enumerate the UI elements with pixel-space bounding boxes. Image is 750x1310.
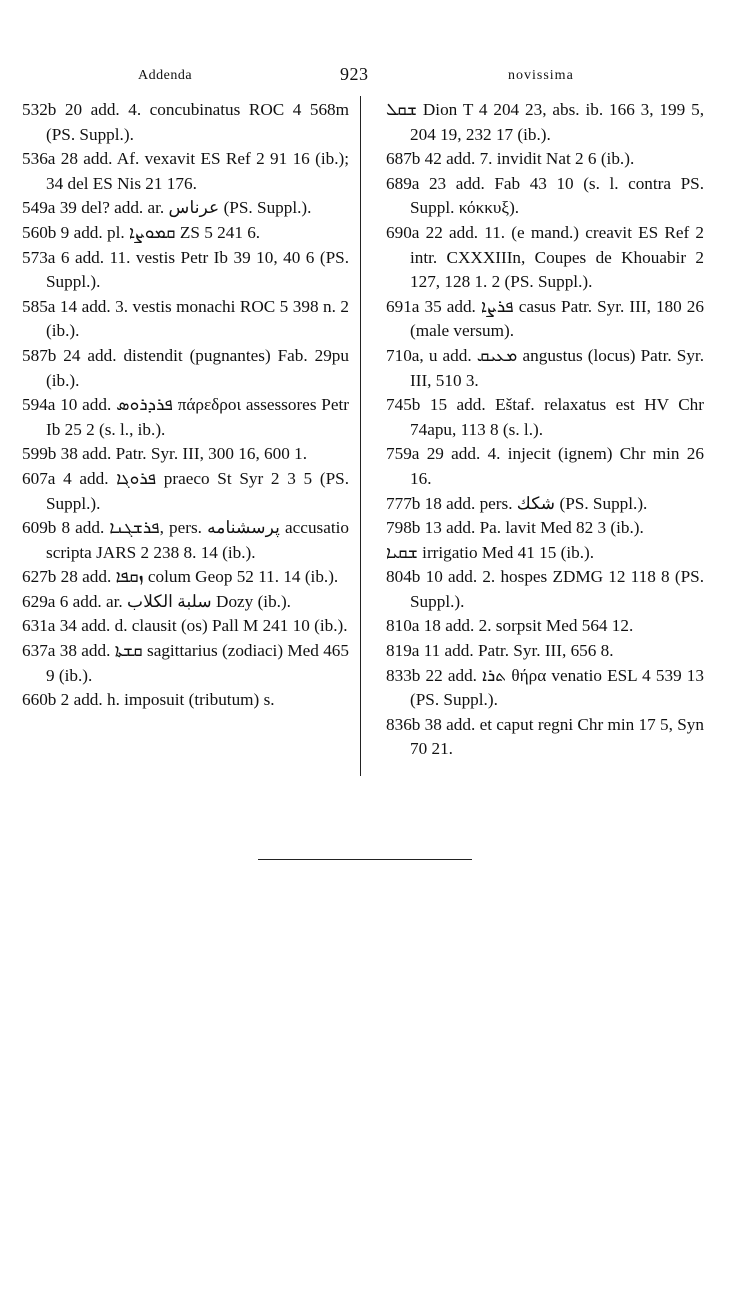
entry: 585a 14 add. 3. vestis monachi ROC 5 398 n. 2 (ib.). [22, 296, 349, 341]
entry: 810a 18 add. 2. sorpsit Med 564 12. [386, 616, 634, 636]
running-header-right: novissima [508, 68, 574, 83]
entry: 759a 29 add. 4. injecit (ignem) Chr min 26 16. [386, 444, 704, 488]
entry: 627b 28 add. ܙܩܦܐ colum Geop 52 11. 14 (ib.). [22, 567, 339, 587]
entry: 687b 42 add. 7. invidit Nat 2 6 (ib.). [386, 149, 635, 169]
entry: 607a 4 add. ܦܪܘܓܐ praeco St Syr 2 3 5 (PS. Suppl.). [22, 468, 349, 513]
entry: 833b 22 add. ܬܪܐ θήρα venatio ESL 4 539 13 (PS. Suppl.). [386, 665, 704, 710]
entry: 690a 22 add. 11. (e mand.) creavit ES Ref 2 intr. CXXXIIIn, Coupes de Khouabir 2 127, 128 1. 2 (PS. Suppl.). [386, 222, 704, 292]
entry: 819a 11 add. Patr. Syr. III, 656 8. [386, 641, 614, 661]
entry: 587b 24 add. distendit (pugnantes) Fab. 29pu (ib.). [22, 345, 349, 390]
entry: 549a 39 del? add. ar. عرناس (PS. Suppl.). [22, 198, 312, 218]
entry: 804b 10 add. 2. hospes ZDMG 12 118 8 (PS. Suppl.). [386, 567, 704, 611]
entry: 599b 38 add. Patr. Syr. III, 300 16, 600 1. [22, 444, 308, 464]
entry: 745b 15 add. Eštaf. relaxatus est HV Chr 74apu, 113 8 (s. l.). [386, 395, 704, 439]
entry: 691a 35 add. ܦܪܨܐ casus Patr. Syr. III, 180 26 (male versum). [386, 296, 704, 341]
left-column [22, 98, 349, 713]
entry: 710a, u add. ܡܥܝܩ angustus (locus) Patr. Syr. III, 510 3. [386, 345, 704, 390]
entry: 637a 38 add. ܩܫܬܐ sagittarius (zodiaci) Med 465 9 (ib.). [22, 641, 349, 685]
entry: 532b 20 add. 4. concubinatus ROC 4 568m (PS. Suppl.). [22, 100, 349, 144]
entry: 631a 34 add. d. clausit (os) Pall M 241 10 (ib.). [22, 616, 348, 636]
entry: ܫܩܠ Dion T 4 204 23, abs. ib. 166 3, 199 5, 204 19, 232 17 (ib.). [386, 100, 704, 144]
entry: 560b 9 add. pl. ܩܡܘܨܐ ZS 5 241 6. [22, 222, 261, 242]
end-rule [258, 859, 472, 860]
entry: 536a 28 add. Af. vexavit ES Ref 2 91 16 (ib.); 34 del ES Nis 21 176. [22, 149, 349, 193]
column-divider [360, 96, 361, 776]
entry: 573a 6 add. 11. vestis Petr Ib 39 10, 40 6 (PS. Suppl.). [22, 247, 349, 292]
running-header-left: Addenda [138, 68, 193, 83]
entry: ܫܩܝܐ irrigatio Med 41 15 (ib.). [386, 542, 595, 562]
entry: 594a 10 add. ܦܪܕܪܘܣ πάρεδροι assessores Petr Ib 25 2 (s. l., ib.). [22, 395, 349, 439]
page-number: 923 [340, 64, 369, 84]
entry: 629a 6 add. ar. سلبة الكلاب Dozy (ib.). [22, 591, 291, 611]
entry: 777b 18 add. pers. شكك (PS. Suppl.). [386, 493, 648, 513]
right-column [386, 98, 704, 762]
entry: 660b 2 add. h. imposuit (tributum) s. [22, 690, 275, 710]
entry: 836b 38 add. et caput regni Chr min 17 5, Syn 70 21. [386, 714, 704, 759]
entry: 798b 13 add. Pa. lavit Med 82 3 (ib.). [386, 518, 644, 538]
entry: 689a 23 add. Fab 43 10 (s. l. contra PS. Suppl. κόκκυξ). [386, 173, 704, 218]
entry: 609b 8 add. ܦܪܫܓܢܐ, pers. پرسشنامه accusatio scripta JARS 2 238 8. 14 (ib.). [22, 518, 349, 562]
